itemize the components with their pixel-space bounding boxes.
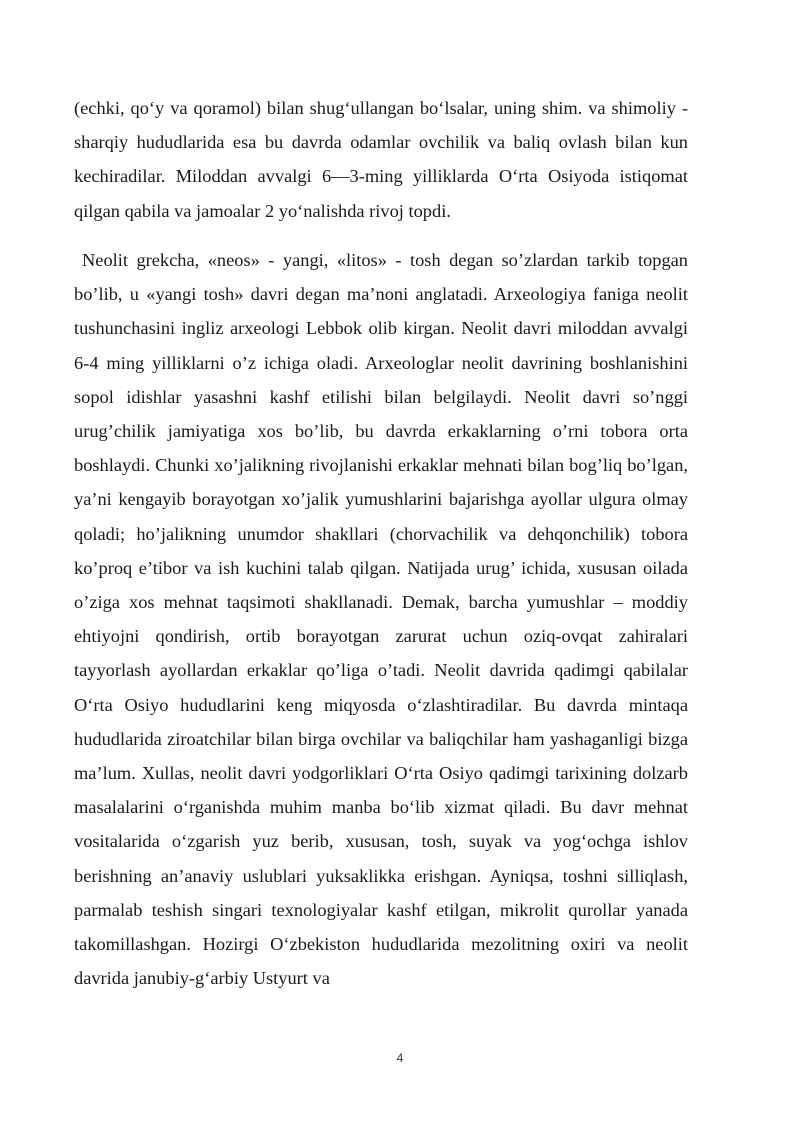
paragraph-1-block <box>74 91 688 228</box>
paragraph-2-block <box>74 243 688 995</box>
paragraph-1: (echki, qo‘y va qoramol) bilan shug‘ullangan bo‘lsalar, uning shim. va shimoliy - sharqiy hududlarida esa bu davrda odamlar ovchilik va baliq ovlash bilan kun kechiradilar. Miloddan avvalgi 6—3-ming yilliklarda O‘rta Osiyoda istiqomat qilgan qabila va jamoalar 2 yo‘nalishda rivoj topdi. <box>74 98 688 221</box>
paragraph-2: Neolit grekcha, «neos» - yangi, «litos» - tosh degan so’zlardan tarkib topgan bo’lib, u «yangi tosh» davri degan ma’noni anglatadi. Arxeologiya faniga neolit tushunchasini ingliz arxeologi Lebbok olib kirgan. Neolit davri miloddan avvalgi 6-4 ming yilliklarni o’z ichiga oladi. Arxeologlar neolit davrining boshlanishini sopol idishlar yasashni kashf etilishi bilan belgilaydi. Neolit davri so’nggi urug’chilik jamiyatiga xos bo’lib, bu davrda erkaklarning o’rni tobora orta boshlaydi. Chunki xo’jalikning rivojlanishi erkaklar mehnati bilan bog’liq bo’lgan, ya’ni kengayib borayotgan xo’jalik yumushlarini bajarishga ayollar ulgura olmay qoladi; ho’jalikning unumdor shakllari (chorvachilik va dehqonchilik) tobora ko’proq e’tibor va ish kuchini talab qilgan. Natijada urug’ ichida, xususan oilada o’ziga xos mehnat taqsimoti shakllanadi. Demak, barcha yumushlar – moddiy ehtiyojni qondirish, ortib borayotgan zarurat uchun oziq-ovqat zahiralari tayyorlash ayollardan erkaklar qo’liga o’tadi. Neolit davrida qadimgi qabilalar O‘rta Osiyo hududlarini keng miqyosda o‘zlashtiradilar. Bu davrda mintaqa hududlarida ziroatchilar bilan birga ovchilar va baliqchilar ham yashaganligi bizga ma’lum. Xullas, neolit davri yodgorliklari O‘rta Osiyo qadimgi tarixining dolzarb masalalarini o‘rganishda muhim manba bo‘lib xizmat qiladi. Bu davr mehnat vositalarida o‘zgarish yuz berib, xususan, tosh, suyak va yog‘ochga ishlov berishning an’anaviy uslublari yuksaklikka erishgan. Ayniqsa, toshni silliqlash, parmalab teshish singari texnologiyalar kashf etilgan, mikrolit qurollar yanada takomillashgan. Hozirgi O‘zbekiston hududlarida mezolitning oxiri va neolit davrida janubiy-g‘arbiy Ustyurt va <box>74 250 688 989</box>
page-number: 4 <box>396 1051 404 1065</box>
